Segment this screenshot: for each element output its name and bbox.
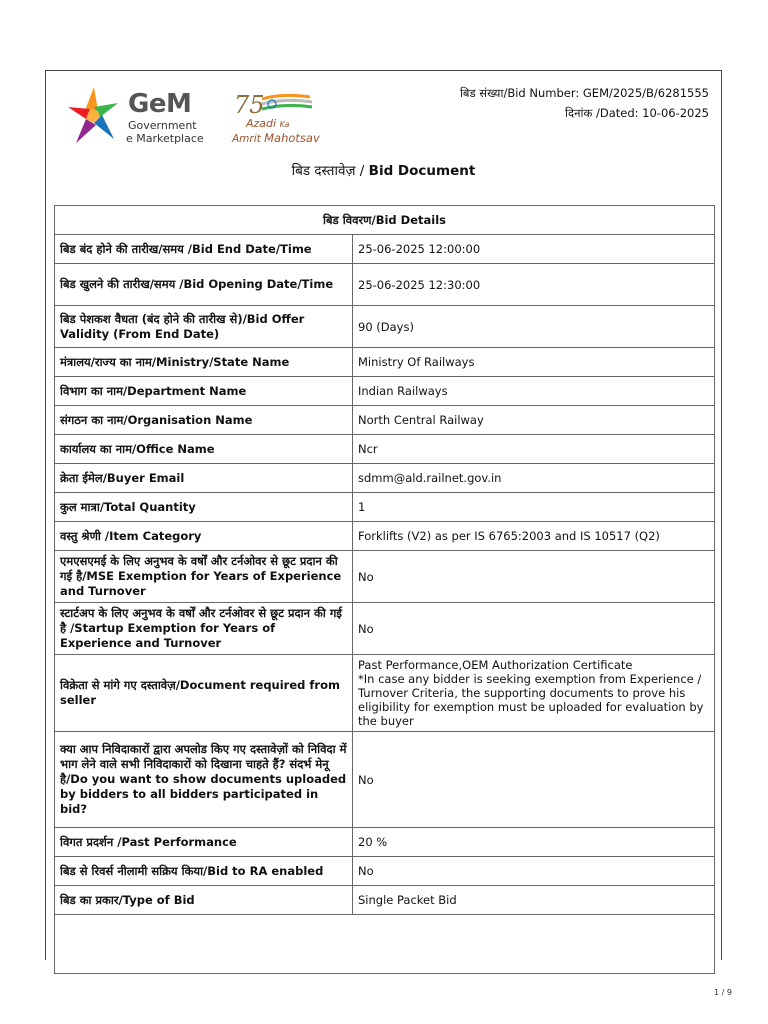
azadi-ka-amrit-mahotsav-logo [232,89,322,149]
gem-logo-word: GeM [128,89,192,119]
row-value: 25-06-2025 12:00:00 [353,235,715,264]
bid-details-heading: बिड विवरण/Bid Details [55,206,715,235]
row-value: Ministry Of Railways [353,348,715,377]
table-row [55,857,715,886]
table-row [55,886,715,915]
table-row [55,603,715,655]
table-row [55,306,715,348]
dated-label: दिनांक /Dated: [565,106,639,120]
bid-details-rows [55,235,715,974]
row-label: मंत्रालय/राज्य का नाम/Ministry/State Name [55,348,353,377]
row-label: संगठन का नाम/Organisation Name [55,406,353,435]
row-value: North Central Railway [353,406,715,435]
table-continuation-cell [55,915,715,974]
row-value: Ncr [353,435,715,464]
row-value: Indian Railways [353,377,715,406]
gem-star-icon [64,83,124,149]
bid-number-label: बिड संख्या/Bid Number: [459,86,580,100]
table-row [55,377,715,406]
row-label: वस्तु श्रेणी /Item Category [55,522,353,551]
row-label: विभाग का नाम/Department Name [55,377,353,406]
row-label: बिड पेशकश वैधता (बंद होने की तारीख से)/Bid Offer Validity (From End Date) [55,306,353,348]
row-label: बिड खुलने की तारीख/समय /Bid Opening Date/Time [55,264,353,306]
svg-text:75: 75 [234,91,265,119]
row-label: एमएसएमई के लिए अनुभव के वर्षों और टर्नओवर से छूट प्रदान की गई है/MSE Exemption for Years of Experience and Turnover [55,551,353,603]
table-row [55,655,715,732]
row-label: बिड बंद होने की तारीख/समय /Bid End Date/Time [55,235,353,264]
row-value: No [353,603,715,655]
row-value: No [353,551,715,603]
row-label: क्या आप निविदाकारों द्वारा अपलोड किए गए दस्तावेज़ों को निविदा में भाग लेने वाले सभी निविदाकारों को दिखाना चाहते हैं? संदर्भ मेनू है/Do you want to show documents uploaded by bidders to all bidders participated in bid? [55,732,353,828]
dated-line [460,103,709,123]
bid-meta [460,83,709,123]
table-row [55,828,715,857]
azadi-amrit-word: Amrit [232,133,261,145]
table-row-continued [55,915,715,974]
row-label: विक्रेता से मांगे गए दस्तावेज़/Document required from seller [55,655,353,732]
row-label: कार्यालय का नाम/Office Name [55,435,353,464]
gem-logo-line2: e Marketplace [126,132,204,145]
azadi-75-icon [232,89,322,119]
row-label: बिड का प्रकार/Type of Bid [55,886,353,915]
gem-logo [64,83,214,149]
row-value: Forklifts (V2) as per IS 6765:2003 and IS 10517 (Q2) [353,522,715,551]
row-value: sdmm@ald.railnet.gov.in [353,464,715,493]
table-row [55,464,715,493]
row-value: No [353,732,715,828]
document-title [46,161,721,179]
row-label: कुल मात्रा/Total Quantity [55,493,353,522]
table-row [55,493,715,522]
azadi-ka-word: Ka [279,120,290,129]
bid-number-line [460,83,709,103]
document-title-english: Bid Document [368,163,476,179]
row-value: 25-06-2025 12:30:00 [353,264,715,306]
row-label: विगत प्रदर्शन /Past Performance [55,828,353,857]
row-label: क्रेता ईमेल/Buyer Email [55,464,353,493]
table-row [55,235,715,264]
row-value: Single Packet Bid [353,886,715,915]
gem-logo-line1: Government [128,119,197,132]
bid-details-table [54,205,715,974]
header-logos [64,83,324,153]
azadi-mahotsav-word: Mahotsav [264,131,320,145]
table-row [55,348,715,377]
table-row [55,406,715,435]
azadi-word: Azadi [246,117,277,130]
table-row [55,732,715,828]
row-value: 20 % [353,828,715,857]
bid-number-value: GEM/2025/B/6281555 [582,86,709,100]
row-value: No [353,857,715,886]
table-row [55,264,715,306]
row-value: 90 (Days) [353,306,715,348]
table-row [55,522,715,551]
document-title-hindi: बिड दस्तावेज़ / [291,163,365,179]
row-label: बिड से रिवर्स नीलामी सक्रिय किया/Bid to RA enabled [55,857,353,886]
document-page [45,70,722,960]
table-row [55,435,715,464]
row-value: Past Performance,OEM Authorization Certificate *In case any bidder is seeking exemption from Experience / Turnover Criteria, the supporting documents to prove his eligibility for exemption must be uploaded for evaluation by the buyer [353,655,715,732]
row-label: स्टार्टअप के लिए अनुभव के वर्षों और टर्नओवर से छूट प्रदान की गई है /Startup Exemption for Years of Experience and Turnover [55,603,353,655]
dated-value: 10-06-2025 [642,106,709,120]
row-value: 1 [353,493,715,522]
page-number: 1 / 9 [714,988,732,997]
table-row [55,551,715,603]
